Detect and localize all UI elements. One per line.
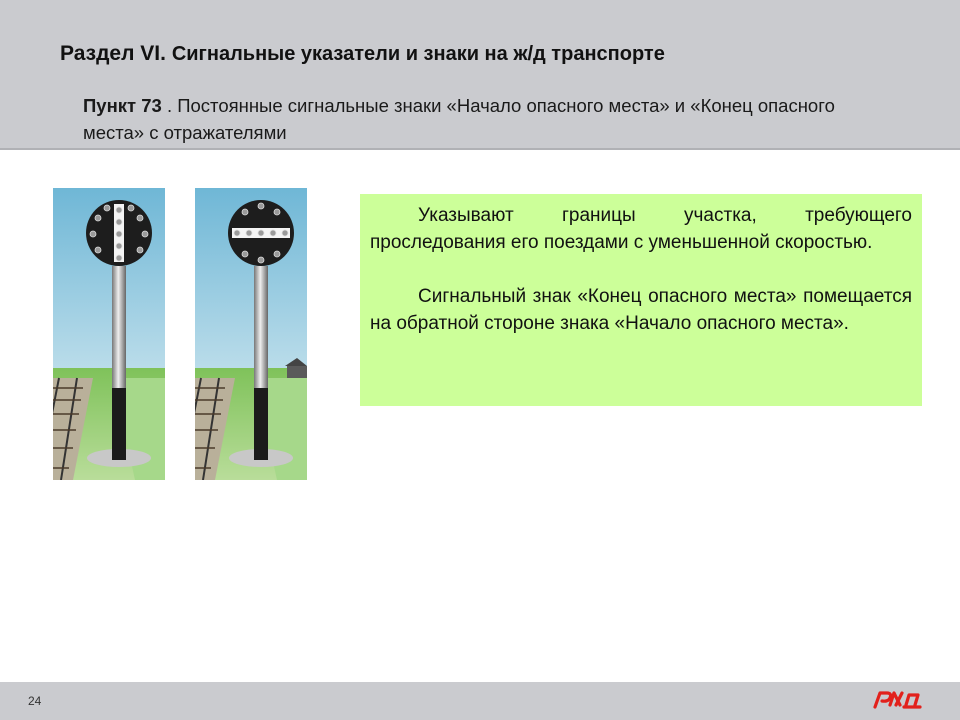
description-paragraph-1: Указывают границы участка, требующего проследования его поездами с уменьшенной скоростью. [370,205,912,253]
item-heading [83,92,883,146]
description-paragraph-2: Сигнальный знак «Конец опасного места» помещается на обратной стороне знака «Начало опасного места». [370,286,912,334]
section-label: Раздел VI. [60,42,166,65]
item-label: Пункт 73 [83,95,162,116]
item-text: . Постоянные сигнальные знаки «Начало опасного места» и «Конец опасного места» с отражателями [83,95,835,143]
rzd-logo-icon [872,688,924,715]
slide-title [60,42,665,66]
end-sign-illustration [195,188,307,480]
section-title: Сигнальные указатели и знаки на ж/д транспорте [171,43,665,65]
description-box [360,194,922,406]
footer-band [0,682,960,720]
start-sign-illustration [53,188,165,480]
page-number: 24 [28,694,42,708]
header-divider [0,148,960,150]
